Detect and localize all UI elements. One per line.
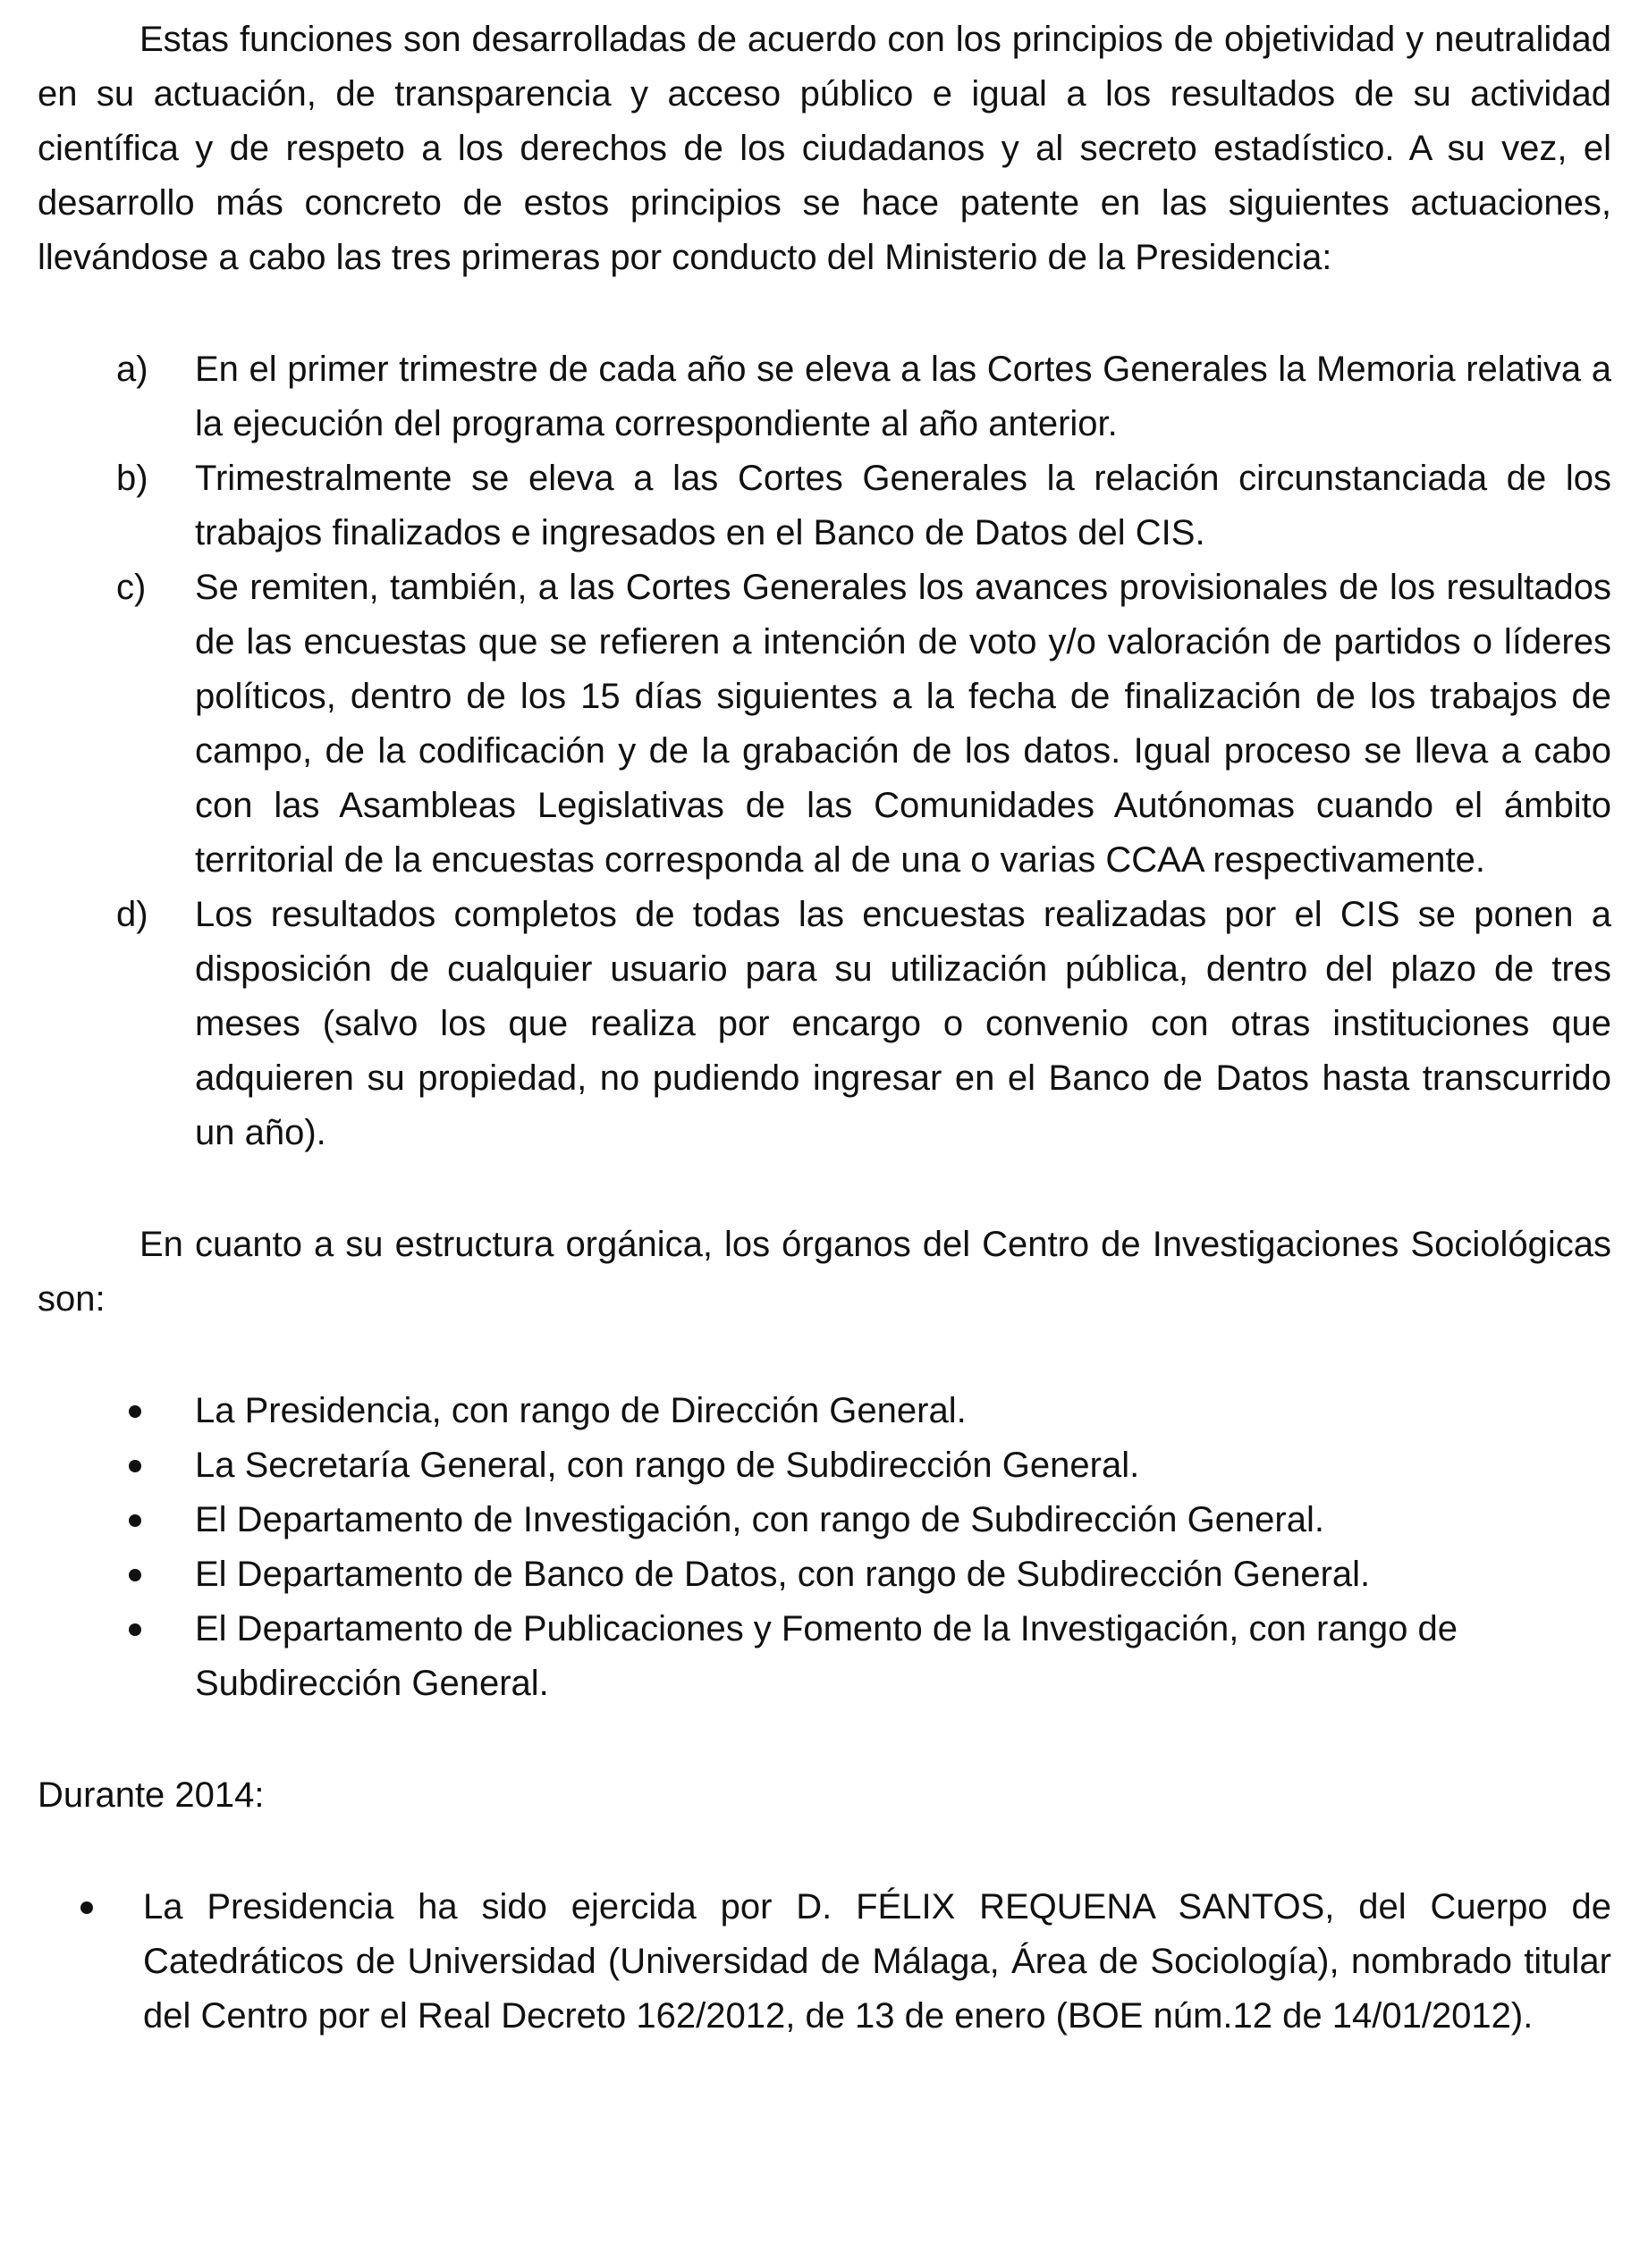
organo-item (38, 1384, 1611, 1438)
organo-text: La Presidencia, con rango de Dirección General. (195, 1391, 967, 1430)
actuacion-item-b (38, 451, 1611, 561)
durante-heading: Durante 2014: (38, 1775, 265, 1815)
bullet-icon (129, 1569, 141, 1581)
bullet-icon (129, 1460, 141, 1472)
list-marker: d) (116, 895, 148, 934)
durante-item (38, 1880, 1611, 2044)
bullet-icon (129, 1514, 141, 1527)
actuaciones-list (38, 342, 1611, 1160)
spacer (38, 1160, 1611, 1218)
spacer (38, 285, 1611, 342)
organo-item (38, 1547, 1611, 1602)
spacer (38, 1823, 1611, 1880)
organo-text: El Departamento de Investigación, con rango de Subdirección General. (195, 1500, 1324, 1539)
bullet-icon (129, 1405, 141, 1418)
organo-text: El Departamento de Publicaciones y Fomento de la Investigación, con rango de Subdirección General. (195, 1609, 1458, 1703)
spacer (38, 1711, 1611, 1768)
organo-item (38, 1438, 1611, 1493)
organo-text: La Secretaría General, con rango de Subdirección General. (195, 1446, 1140, 1485)
bullet-icon (80, 1901, 93, 1914)
actuacion-item-d (38, 888, 1611, 1160)
estructura-paragraph: En cuanto a su estructura orgánica, los órganos del Centro de Investigaciones Sociológicas son: (38, 1225, 1611, 1319)
bullet-icon (129, 1623, 141, 1636)
actuacion-text: Trimestralmente se eleva a las Cortes Generales la relación circunstanciada de los trabajos finalizados e ingresados en el Banco de Datos del CIS. (195, 459, 1611, 552)
document-page (38, 13, 1611, 2044)
organos-list (38, 1384, 1611, 1711)
actuacion-item-c (38, 561, 1611, 888)
durante-text: La Presidencia ha sido ejercida por D. FÉLIX REQUENA SANTOS, del Cuerpo de Catedráticos de Universidad (Universidad de Málaga, Área de Sociología), nombrado titular del Centro por el Real Decreto 162/2012, de 13 de enero (BOE núm.12 de 14/01/2012). (143, 1887, 1611, 2036)
actuacion-text: Se remiten, también, a las Cortes Generales los avances provisionales de los resultados de las encuestas que se refieren a intención de voto y/o valoración de partidos o líderes políticos, dentro de los 15 días siguientes a la fecha de finalización de los trabajos de campo, de la codificación y de la grabación de los datos. Igual proceso se lleva a cabo con las Asambleas Legislativas de las Comunidades Autónomas cuando el ámbito territorial de la encuestas corresponda al de una o varias CCAA respectivamente. (195, 568, 1611, 880)
actuacion-text: Los resultados completos de todas las encuestas realizadas por el CIS se ponen a disposición de cualquier usuario para su utilización pública, dentro del plazo de tres meses (salvo los que realiza por encargo o convenio con otras instituciones que adquieren su propiedad, no pudiendo ingresar en el Banco de Datos hasta transcurrido un año). (195, 895, 1611, 1152)
spacer (38, 1327, 1611, 1384)
intro-paragraph: Estas funciones son desarrolladas de acuerdo con los principios de objetividad y neutralidad en su actuación, de transparencia y acceso público e igual a los resultados de su actividad científica y de respeto a los derechos de los ciudadanos y al secreto estadístico. A su vez, el desarrollo más concreto de estos principios se hace patente en las siguientes actuaciones, llevándose a cabo las tres primeras por conducto del Ministerio de la Presidencia: (38, 20, 1611, 277)
list-marker: c) (116, 568, 147, 607)
organo-item (38, 1602, 1611, 1711)
durante-list (38, 1880, 1611, 2044)
organo-item (38, 1493, 1611, 1547)
list-marker: a) (116, 350, 148, 389)
organo-text: El Departamento de Banco de Datos, con rango de Subdirección General. (195, 1555, 1371, 1594)
actuacion-item-a (38, 342, 1611, 451)
actuacion-text: En el primer trimestre de cada año se eleva a las Cortes Generales la Memoria relativa a la ejecución del programa correspondiente al año anterior. (195, 350, 1611, 443)
list-marker: b) (116, 459, 148, 498)
